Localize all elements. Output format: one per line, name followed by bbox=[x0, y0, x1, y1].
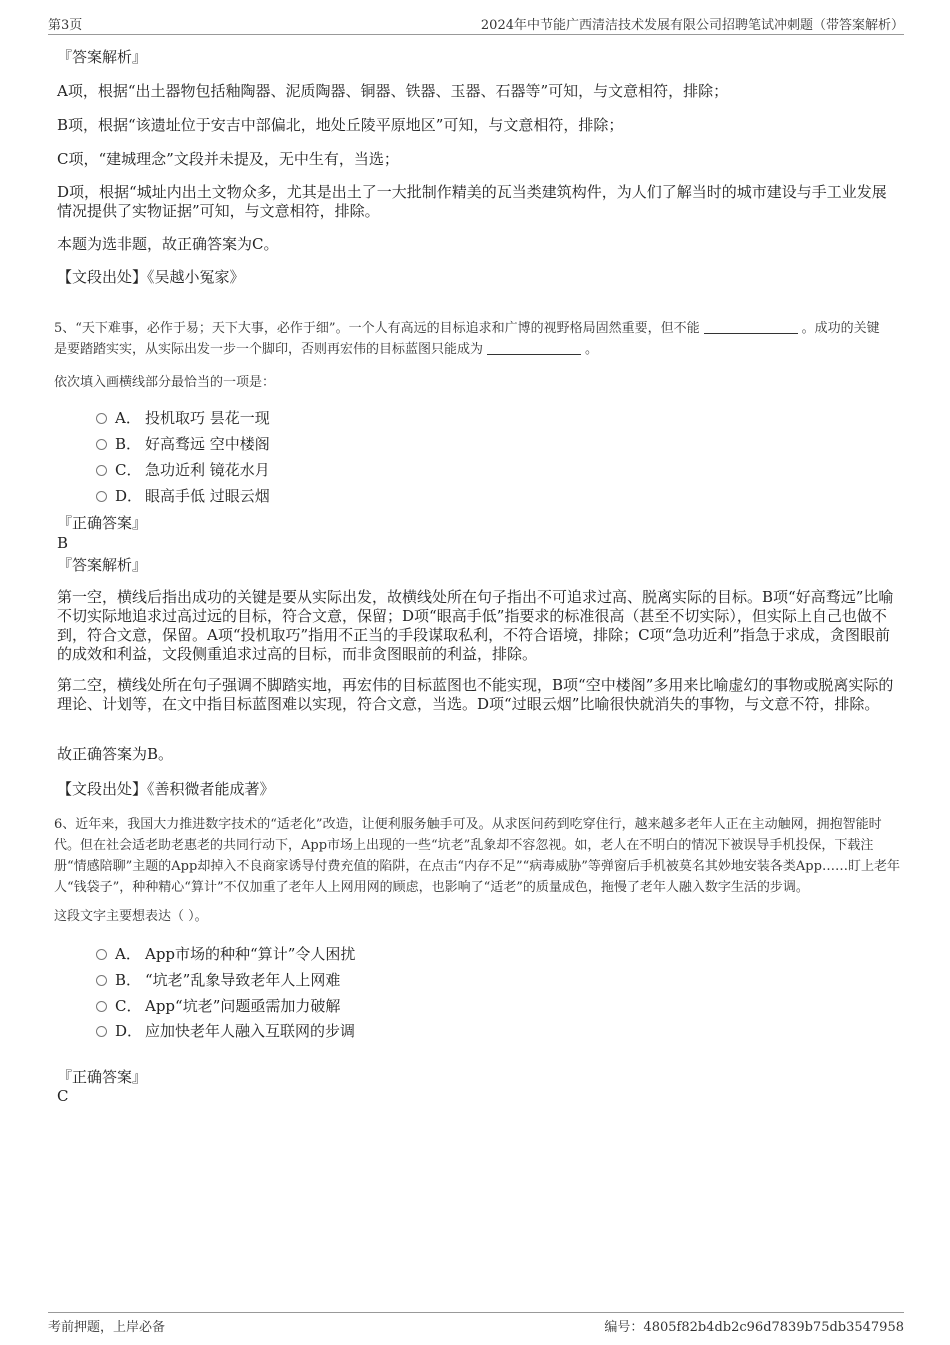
q5-answer: B bbox=[57, 534, 69, 552]
document-title: 2024年中节能广西清洁技术发展有限公司招聘笔试冲刺题（带答案解析） bbox=[480, 18, 904, 33]
q5-option-d[interactable]: D． 眼高手低 过眼云烟 bbox=[96, 486, 270, 506]
radio-icon[interactable] bbox=[96, 949, 107, 960]
page-header bbox=[48, 14, 904, 35]
q5-answer-label: 『正确答案』 bbox=[57, 514, 148, 532]
q6-option-b[interactable]: B． “坑老”乱象导致老年人上网难 bbox=[96, 970, 340, 990]
q4-analysis-b: B项，根据“该遗址位于安吉中部偏北，地处丘陵平原地区”可知，与文意相符，排除； bbox=[57, 116, 624, 134]
blank-line-2 bbox=[487, 342, 581, 355]
q5-analysis-para1: 第一空，横线后指出成功的关键是要从实际出发，故横线处所在句子指出不可追求过高、脱离实际的目标。B项“好高骛远”比喻不切实际地追求过高过远的目标，符合文意，保留；D项“眼高手低”指要求的标准很高（甚至不切实际），但实际上自己也做不到，符合文意，保留。A项“投机取巧”指用不正当的手段谋取私利，不符合语境，排除；C项“急功近利”指急于求成，贪图眼前的成效和利益，文段侧重追求过高的目标，而非贪图眼前的利益，排除。 bbox=[57, 588, 894, 663]
radio-icon[interactable] bbox=[96, 439, 107, 450]
q4-analysis-d: D项，根据“城址内出土文物众多，尤其是出土了一大批制作精美的瓦当类建筑构件，为人们了解当时的城市建设与手工业发展情况提供了实物证据”可知，与文意相符，排除。 bbox=[57, 183, 887, 220]
q5-stem: 5、“天下难事，必作于易；天下大事，必作于细”。一个人有高远的目标追求和广博的视野格局固然重要，但不能 。成功的关键 是要踏踏实实，从实际出发一步一个脚印，否则再宏伟的目标蓝图只能成为 。 bbox=[54, 321, 880, 357]
q6-answer: C bbox=[57, 1087, 69, 1105]
q4-analysis-c: C项，“建城理念”文段并未提及，无中生有，当选； bbox=[57, 150, 399, 168]
q5-analysis-label: 『答案解析』 bbox=[57, 556, 148, 574]
q5-option-c[interactable]: C． 急功近利 镜花水月 bbox=[96, 460, 270, 480]
q4-analysis-a: A项，根据“出土器物包括釉陶器、泥质陶器、铜器、铁器、玉器、石器等”可知，与文意相符，排除； bbox=[57, 82, 729, 100]
q5-option-a[interactable]: A． 投机取巧 昙花一现 bbox=[96, 408, 270, 428]
q6-option-a[interactable]: A． App市场的种种“算计”令人困扰 bbox=[96, 944, 355, 964]
radio-icon[interactable] bbox=[96, 465, 107, 476]
q5-source: 【文段出处】《善积微者能成著》 bbox=[57, 780, 275, 798]
q6-prompt: 这段文字主要想表达（ ）。 bbox=[54, 909, 208, 924]
q4-analysis-label: 『答案解析』 bbox=[57, 48, 148, 66]
q6-option-d[interactable]: D． 应加快老年人融入互联网的步调 bbox=[96, 1021, 355, 1041]
q4-source: 【文段出处】《吴越小冤家》 bbox=[57, 268, 245, 286]
q6-stem: 6、近年来，我国大力推进数字技术的“适老化”改造，让便利服务触手可及。从求医问药到吃穿住行，越来越多老年人正在主动触网，拥抱智能时代。但在社会适老助老惠老的共同行动下，App市场上出现的一些“坑老”乱象却不容忽视。如，老人在不明白的情况下被误导手机投保，下载注册“情感陪聊”主题的App却掉入不良商家诱导付费充值的陷阱，在点击“内存不足”“病毒威胁”等弹窗后手机被莫名其妙地安装各类App……盯上老年人“钱袋子”，种种精心“算计”不仅加重了老年人上网用网的顾虑，也影响了“适老”的质量成色，拖慢了老年人融入数字生活的步调。 bbox=[54, 817, 900, 895]
q4-conclusion: 本题为选非题，故正确答案为C。 bbox=[57, 235, 279, 253]
q5-option-b[interactable]: B． 好高骛远 空中楼阁 bbox=[96, 434, 270, 454]
q6-answer-label: 『正确答案』 bbox=[57, 1068, 148, 1086]
footer-slogan: 考前押题，上岸必备 bbox=[48, 1320, 166, 1335]
radio-icon[interactable] bbox=[96, 1001, 107, 1012]
document-code: 编号：4805f82b4db2c96d7839b75db3547958 bbox=[604, 1320, 904, 1335]
q5-analysis-para2: 第二空，横线处所在句子强调不脚踏实地，再宏伟的目标蓝图也不能实现，B项“空中楼阁”多用来比喻虚幻的事物或脱离实际的理论、计划等，在文中指目标蓝图难以实现，符合文意，当选。D项“过眼云烟”比喻很快就消失的事物，与文意不符，排除。 bbox=[57, 676, 894, 713]
radio-icon[interactable] bbox=[96, 413, 107, 424]
radio-icon[interactable] bbox=[96, 491, 107, 502]
radio-icon[interactable] bbox=[96, 975, 107, 986]
page-number: 第3页 bbox=[48, 18, 83, 33]
radio-icon[interactable] bbox=[96, 1026, 107, 1037]
q5-conclusion: 故正确答案为B。 bbox=[57, 745, 174, 763]
page-footer bbox=[48, 1312, 904, 1336]
q6-option-c[interactable]: C． App“坑老”问题亟需加力破解 bbox=[96, 996, 340, 1016]
q5-prompt: 依次填入画横线部分最恰当的一项是： bbox=[54, 375, 276, 390]
blank-line-1 bbox=[704, 321, 798, 334]
